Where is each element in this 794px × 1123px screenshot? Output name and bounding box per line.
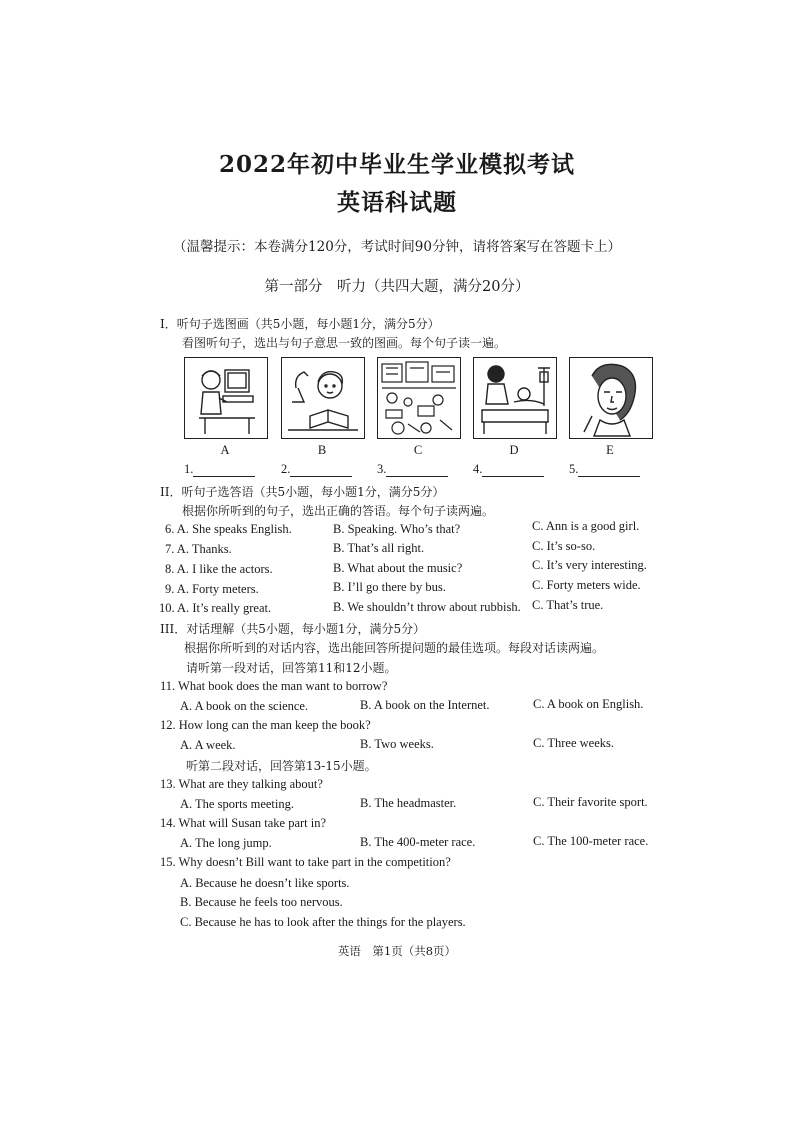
q6-option-a: 6. A. She speaks English. xyxy=(165,522,292,536)
section2-heading: II．听句子选答语（共5小题，每小题1分，满分5分） xyxy=(160,485,445,499)
q14-stem: 14. What will Susan take part in? xyxy=(160,816,327,830)
picture-letter-a: A xyxy=(220,443,230,457)
q6-option-b: B. Speaking. Who’s that? xyxy=(333,522,461,536)
picture-letter-c: C xyxy=(413,443,423,457)
q13-option-c: C. Their favorite sport. xyxy=(533,795,648,809)
q9-option-a: 9. A. Forty meters. xyxy=(165,582,259,596)
q10-option-c: C. That’s true. xyxy=(532,598,604,612)
q15-stem: 15. Why doesn’t Bill want to take part in the competition? xyxy=(160,855,451,869)
q15-option-c: C. Because he has to look after the things for the players. xyxy=(180,915,466,929)
section2-instruction: 根据你所听到的句子，选出正确的答语。每个句子读两遍。 xyxy=(182,504,495,518)
q13-option-b: B. The headmaster. xyxy=(360,796,457,810)
q8-option-c: C. It’s very interesting. xyxy=(532,558,647,572)
q9-option-c: C. Forty meters wide. xyxy=(532,578,641,592)
page-footer: 英语 第1页（共8页） xyxy=(337,944,457,958)
q6-option-c: C. Ann is a good girl. xyxy=(532,519,640,533)
section1-heading: I．听句子选图画（共5小题，每小题1分，满分5分） xyxy=(160,317,440,331)
q7-option-a: 7. A. Thanks. xyxy=(165,542,232,556)
q12-option-b: B. Two weeks. xyxy=(360,737,434,751)
warm-tip: （温馨提示：本卷满分120分，考试时间90分钟，请将答案写在答题卡上） xyxy=(173,239,621,255)
exam-title: 2022年初中毕业生学业模拟考试 xyxy=(218,151,575,178)
q13-stem: 13. What are they talking about? xyxy=(160,777,323,791)
q11-option-b: B. A book on the Internet. xyxy=(360,698,490,712)
dialog1-instruction: 请听第一段对话，回答第11和12小题。 xyxy=(186,661,397,675)
q11-option-c: C. A book on English. xyxy=(533,697,644,711)
city-street-icon xyxy=(377,357,461,439)
q12-option-a: A. A week. xyxy=(180,738,236,752)
boy-reading-book-icon xyxy=(281,357,365,439)
woman-portrait-icon xyxy=(569,357,653,439)
q14-option-a: A. The long jump. xyxy=(180,836,272,850)
q10-option-a: 10. A. It’s really great. xyxy=(159,601,272,615)
q10-option-b: B. We shouldn’t throw about rubbish. xyxy=(333,600,521,614)
q14-option-b: B. The 400-meter race. xyxy=(360,835,476,849)
q14-option-c: C. The 100-meter race. xyxy=(533,834,649,848)
q11-stem: 11. What book does the man want to borrow? xyxy=(160,679,388,693)
exam-subject-title: 英语科试题 xyxy=(337,189,457,216)
picture-letter-b: B xyxy=(317,443,327,457)
dialog2-instruction: 听第二段对话，回答第13-15小题。 xyxy=(186,759,377,773)
q15-option-a: A. Because he doesn’t like sports. xyxy=(180,876,350,890)
q9-option-b: B. I’ll go there by bus. xyxy=(333,580,446,594)
patient-in-hospital-bed-icon xyxy=(473,357,557,439)
q11-option-a: A. A book on the science. xyxy=(180,699,309,713)
q12-stem: 12. How long can the man keep the book? xyxy=(160,718,371,732)
answer-blank-1[interactable]: 1. xyxy=(184,462,255,477)
section3-instruction: 根据你所听到的对话内容，选出能回答所提问题的最佳选项。每段对话读两遍。 xyxy=(184,641,605,655)
q7-option-b: B. That’s all right. xyxy=(333,541,425,555)
q7-option-c: C. It’s so-so. xyxy=(532,539,596,553)
q12-option-c: C. Three weeks. xyxy=(533,736,614,750)
part-heading: 第一部分 听力（共四大题，满分20分） xyxy=(264,279,530,295)
q13-option-a: A. The sports meeting. xyxy=(180,797,294,811)
q15-option-b: B. Because he feels too nervous. xyxy=(180,895,343,909)
answer-blank-2[interactable]: 2. xyxy=(281,462,352,477)
picture-letter-e: E xyxy=(606,443,614,457)
answer-blank-3[interactable]: 3. xyxy=(377,462,448,477)
q8-option-b: B. What about the music? xyxy=(333,561,463,575)
answer-blank-4[interactable]: 4. xyxy=(473,462,544,477)
section1-instruction: 看图听句子，选出与句子意思一致的图画。每个句子读一遍。 xyxy=(182,336,507,350)
answer-blank-5[interactable]: 5. xyxy=(569,462,640,477)
section3-heading: III．对话理解（共5小题，每小题1分，满分5分） xyxy=(160,622,426,636)
q8-option-a: 8. A. I like the actors. xyxy=(165,562,273,576)
student-at-computer-icon xyxy=(184,357,268,439)
picture-letter-d: D xyxy=(509,443,519,457)
